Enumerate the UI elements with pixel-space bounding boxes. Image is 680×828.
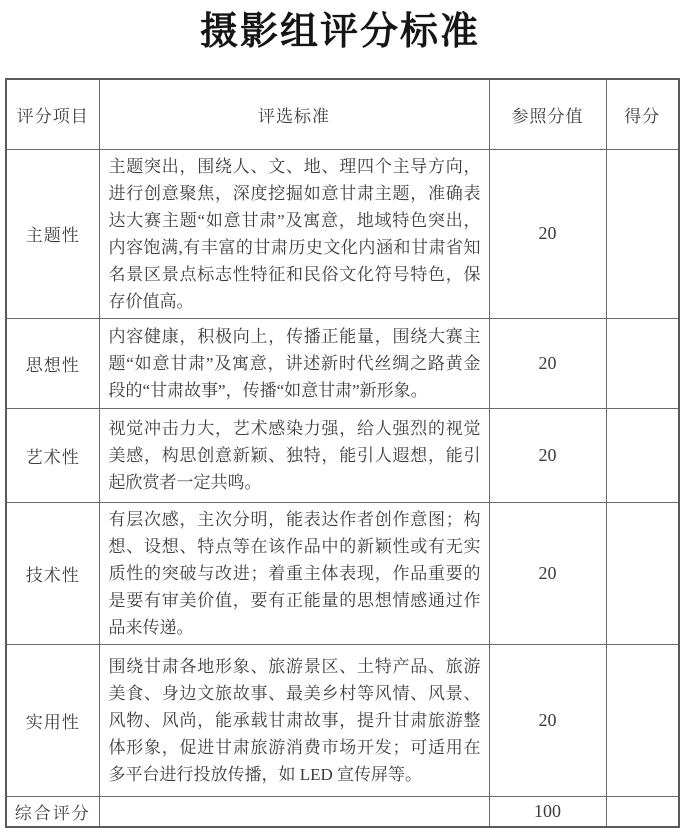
- total-label: 综合评分: [6, 796, 99, 827]
- header-cell-criteria: 评选标准: [99, 79, 489, 149]
- table-row-thought: [6, 318, 679, 408]
- earned-score-cell: [606, 149, 679, 318]
- earned-score-cell: [606, 318, 679, 408]
- earned-score-cell: [606, 408, 679, 502]
- table-row-total: [6, 796, 679, 827]
- criteria-text: 有层次感，主次分明，能表达作者创作意图；构想、设想、特点等在该作品中的新颖性或有无实质性的突破与改进；着重主体表现，作品重要的是要有审美价值，要有正能量的思想情感通过作品来传递。: [99, 502, 489, 644]
- item-label: 思想性: [6, 318, 99, 408]
- total-score-value: 100: [489, 796, 606, 827]
- header-cell-earned-score: 得分: [606, 79, 679, 149]
- item-label: 艺术性: [6, 408, 99, 502]
- reference-score-value: 20: [489, 408, 606, 502]
- reference-score-value: 20: [489, 644, 606, 796]
- header-cell-reference-score: 参照分值: [489, 79, 606, 149]
- criteria-text: 围绕甘肃各地形象、旅游景区、土特产品、旅游美食、身边文旅故事、最美乡村等风情、风景、风物、风尚，能承载甘肃故事，提升甘肃旅游整体形象，促进甘肃旅游消费市场开发；可适用在多平台进行投放传播，如 LED 宣传屏等。: [99, 644, 489, 796]
- page-title: 摄影组评分标准: [199, 11, 480, 53]
- reference-score-value: 20: [489, 502, 606, 644]
- table-row-theme: [6, 149, 679, 318]
- item-label: 技术性: [6, 502, 99, 644]
- footer-criteria-cell: [99, 796, 489, 827]
- item-label: 主题性: [6, 149, 99, 318]
- table-row-art: [6, 408, 679, 502]
- criteria-text: 内容健康，积极向上，传播正能量，围绕大赛主题“如意甘肃”及寓意，讲述新时代丝绸之路黄金段的“甘肃故事”，传播“如意甘肃”新形象。: [99, 318, 489, 408]
- table-row-tech: [6, 502, 679, 644]
- earned-score-cell: [606, 796, 679, 827]
- scoring-table: [5, 78, 680, 828]
- table-row-use: [6, 644, 679, 796]
- earned-score-cell: [606, 502, 679, 644]
- criteria-text: 主题突出，围绕人、文、地、理四个主导方向，进行创意聚焦，深度挖掘如意甘肃主题，准确表达大赛主题“如意甘肃”及寓意，地域特色突出，内容饱满,有丰富的甘肃历史文化内涵和甘肃省知名景区景点标志性特征和民俗文化符号特色，保存价值高。: [99, 149, 489, 318]
- reference-score-value: 20: [489, 318, 606, 408]
- earned-score-cell: [606, 644, 679, 796]
- table-header-row: [6, 79, 679, 149]
- item-label: 实用性: [6, 644, 99, 796]
- header-cell-item: 评分项目: [6, 79, 99, 149]
- criteria-text: 视觉冲击力大，艺术感染力强，给人强烈的视觉美感，构思创意新颖、独特，能引人遐想，能引起欣赏者一定共鸣。: [99, 408, 489, 502]
- reference-score-value: 20: [489, 149, 606, 318]
